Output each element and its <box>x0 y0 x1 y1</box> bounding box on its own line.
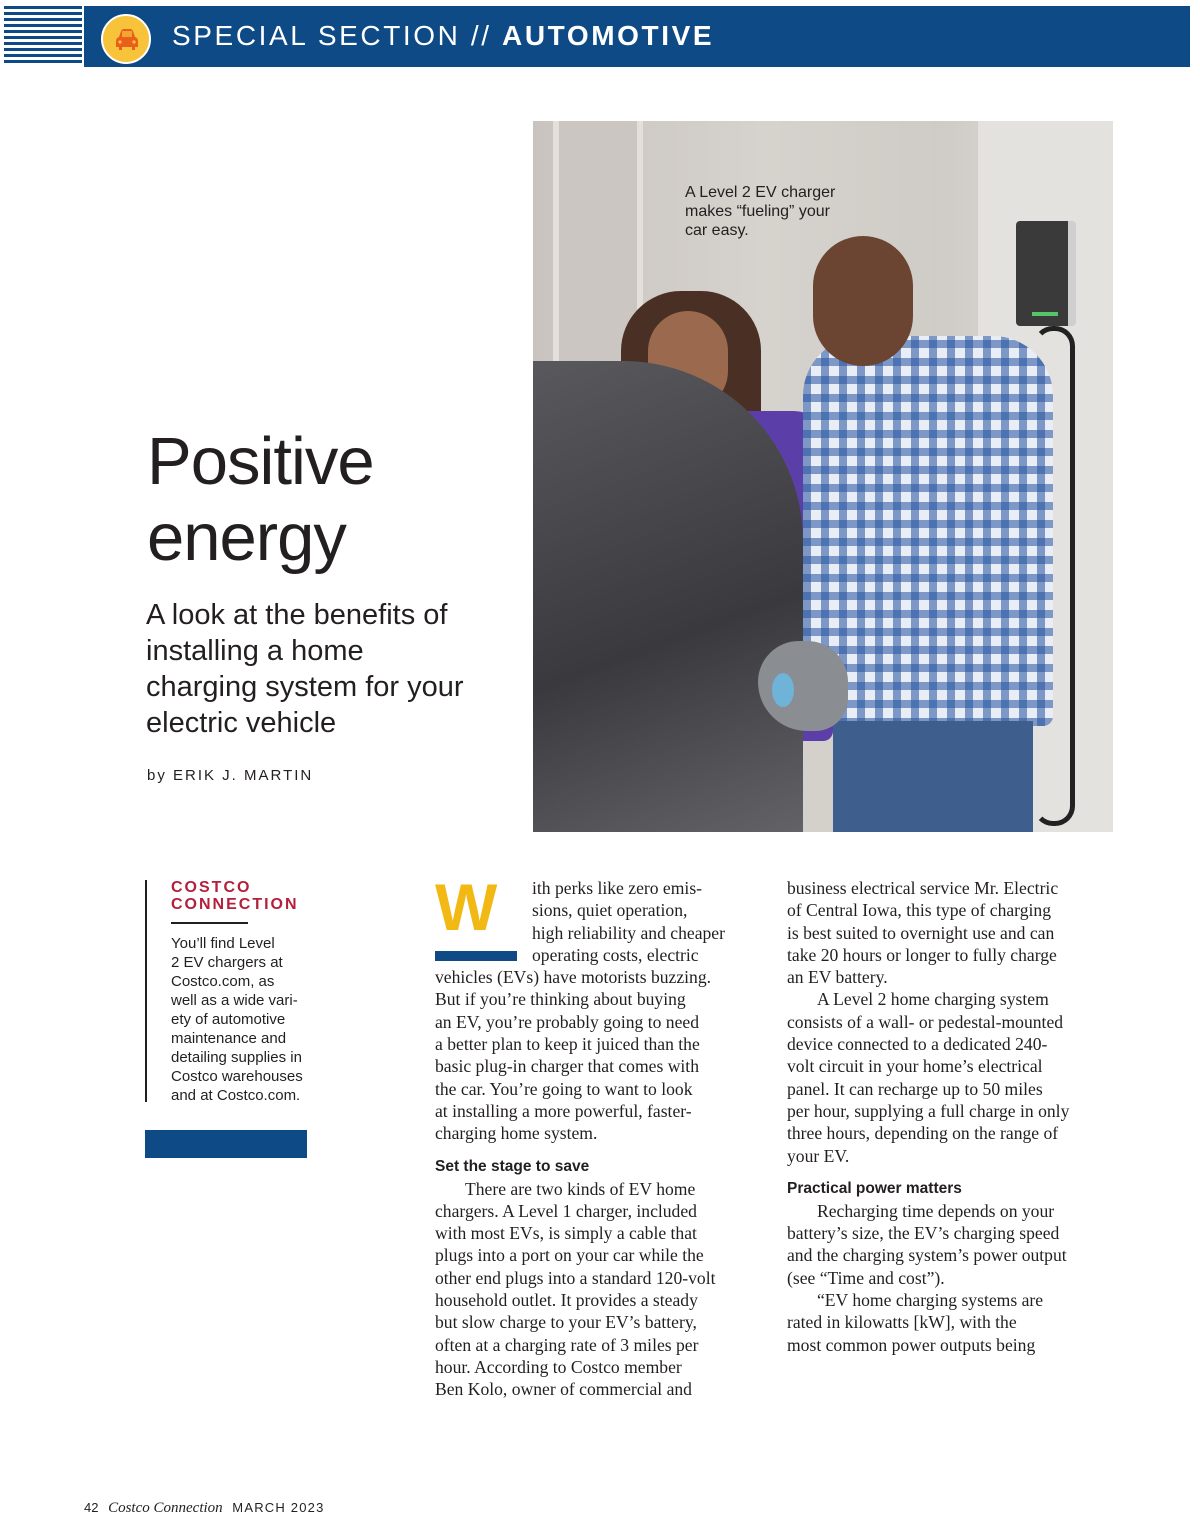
sidebar-heading-line: COSTCO <box>171 879 252 896</box>
section-name: AUTOMOTIVE <box>502 20 715 51</box>
subhead-practical-power: Practical power matters <box>787 1179 962 1197</box>
byline: by ERIK J. MARTIN <box>147 767 314 784</box>
body-line: the car. You’re going to want to look <box>435 1078 693 1099</box>
body-line: other end plugs into a standard 120-volt <box>435 1267 716 1288</box>
body-line: There are two kinds of EV home <box>465 1178 696 1199</box>
sidebar-rule <box>145 880 147 1102</box>
sidebar-line: Costco warehouses <box>171 1068 303 1085</box>
body-line: consists of a wall- or pedestal-mounted <box>787 1011 1064 1032</box>
section-label: SPECIAL SECTION // <box>172 20 492 51</box>
sidebar-line: and at Costco.com. <box>171 1087 301 1104</box>
body-line: but slow charge to your EV’s battery, <box>435 1312 697 1333</box>
body-line: most common power outputs being <box>787 1334 1036 1355</box>
article-column-1 <box>435 877 765 1401</box>
body-line: hour. According to Costco member <box>435 1356 682 1377</box>
body-line: ith perks like zero emis- <box>532 878 703 898</box>
body-line: chargers. A Level 1 charger, included <box>435 1200 697 1221</box>
body-line: and the charging system’s power output <box>787 1245 1067 1266</box>
body-line: is best suited to overnight use and can <box>787 922 1055 943</box>
article-title <box>147 424 374 576</box>
photo-man-head <box>813 236 913 366</box>
body-line: volt circuit in your home’s electrical <box>787 1056 1043 1077</box>
article-column-2 <box>787 877 1117 1356</box>
body-line: take 20 hours or longer to fully charge <box>787 944 1057 965</box>
body-line: A Level 2 home charging system <box>817 989 1049 1010</box>
body-line: plugs into a port on your car while the <box>435 1245 704 1266</box>
title-line: Positive <box>147 424 374 499</box>
body-line: per hour, supplying a full charge in only <box>787 1100 1070 1121</box>
drop-cap: W <box>435 870 498 944</box>
body-line: vehicles (EVs) have motorists buzzing. <box>435 967 712 988</box>
body-line: three hours, depending on the range of <box>787 1123 1059 1144</box>
title-line: energy <box>147 500 346 575</box>
sidebar-body <box>171 934 331 1105</box>
section-title <box>172 20 714 52</box>
page-footer <box>84 1500 325 1516</box>
body-line: often at a charging rate of 3 miles per <box>435 1334 699 1355</box>
body-line: charging home system. <box>435 1123 598 1144</box>
body-line: an EV, you’re probably going to need <box>435 1011 700 1032</box>
sidebar-line: ety of automotive <box>171 1011 286 1028</box>
sidebar-line: Costco.com, as <box>171 973 275 990</box>
issue-date: MARCH 2023 <box>232 1500 325 1515</box>
body-line: of Central Iowa, this type of charging <box>787 900 1052 921</box>
body-line: “EV home charging systems are <box>817 1290 1044 1311</box>
sidebar-heading-line: CONNECTION <box>171 896 299 913</box>
page-number: 42 <box>84 1500 99 1515</box>
body-line: a better plan to keep it juiced than the <box>435 1034 700 1055</box>
sidebar-line: well as a wide vari- <box>171 992 298 1009</box>
caption-line: car easy. <box>685 222 749 239</box>
caption-line: makes “fueling” your <box>685 203 830 220</box>
body-line: your EV. <box>787 1145 850 1166</box>
body-line: (see “Time and cost”). <box>787 1267 945 1288</box>
car-icon <box>101 14 151 64</box>
body-line: battery’s size, the EV’s charging speed <box>787 1223 1060 1244</box>
body-line: at installing a more powerful, faster- <box>435 1100 692 1121</box>
body-line: basic plug-in charger that comes with <box>435 1056 699 1077</box>
body-line: But if you’re thinking about buying <box>435 989 686 1010</box>
article-subtitle: A look at the benefits of installing a home charging system for your electric vehicle <box>146 599 464 739</box>
plug-badge <box>772 673 794 707</box>
body-line: high reliability and cheaper <box>532 922 725 943</box>
sidebar-heading <box>171 879 299 913</box>
sidebar-line: 2 EV chargers at <box>171 954 283 971</box>
body-line: Ben Kolo, owner of commercial and <box>435 1379 692 1400</box>
sidebar-accent-bar <box>145 1130 307 1158</box>
body-line: business electrical service Mr. Electric <box>787 878 1059 898</box>
magazine-name: Costco Connection <box>108 1500 223 1516</box>
body-line: panel. It can recharge up to 50 miles <box>787 1078 1043 1099</box>
photo-jeans <box>833 721 1033 832</box>
body-line: sions, quiet operation, <box>532 900 688 921</box>
body-line: operating costs, electric <box>532 944 699 965</box>
body-line: device connected to a dedicated 240- <box>787 1034 1048 1055</box>
body-line: an EV battery. <box>787 967 888 988</box>
sidebar-line: maintenance and <box>171 1030 287 1047</box>
sidebar-line: You’ll find Level <box>171 935 275 952</box>
subhead-set-the-stage: Set the stage to save <box>435 1157 590 1175</box>
sidebar-underline <box>171 922 248 924</box>
photo-caption <box>685 183 865 240</box>
body-line: with most EVs, is simply a cable that <box>435 1223 697 1244</box>
header-stripes <box>4 6 82 66</box>
ev-charger-graphic <box>1016 221 1076 326</box>
sidebar-line: detailing supplies in <box>171 1049 302 1066</box>
body-line: rated in kilowatts [kW], with the <box>787 1312 1017 1333</box>
hero-photo <box>533 121 1113 832</box>
caption-line: A Level 2 EV charger <box>685 184 836 201</box>
body-line: household outlet. It provides a steady <box>435 1290 698 1311</box>
body-line: Recharging time depends on your <box>817 1200 1055 1221</box>
charger-led <box>1032 312 1058 316</box>
photo-car <box>533 361 803 832</box>
